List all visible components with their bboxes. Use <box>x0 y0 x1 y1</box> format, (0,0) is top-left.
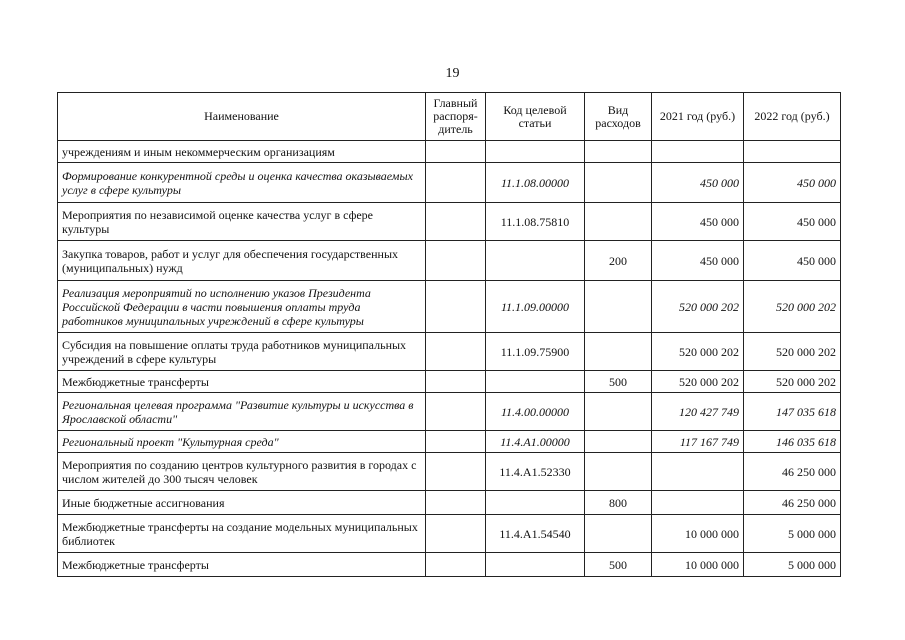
row-2022: 5 000 000 <box>744 553 841 577</box>
row-admin <box>426 141 486 163</box>
row-name: Субсидия на повышение оплаты труда работников муниципальных учреждений в сфере культуры <box>58 333 426 371</box>
row-admin <box>426 453 486 491</box>
row-name: Мероприятия по независимой оценке качества услуг в сфере культуры <box>58 203 426 241</box>
table-row <box>58 281 841 333</box>
table-row <box>58 333 841 371</box>
row-type <box>585 431 652 453</box>
row-name: Мероприятия по созданию центров культурного развития в городах с числом жителей до 300 тысяч человек <box>58 453 426 491</box>
row-code: 11.1.08.75810 <box>486 203 585 241</box>
row-2021: 450 000 <box>652 241 744 281</box>
table-row <box>58 393 841 431</box>
header-2022: 2022 год (руб.) <box>744 93 841 141</box>
row-code <box>486 553 585 577</box>
row-type <box>585 163 652 203</box>
row-admin <box>426 163 486 203</box>
table-row <box>58 241 841 281</box>
row-name: Иные бюджетные ассигнования <box>58 491 426 515</box>
table-row <box>58 371 841 393</box>
row-2021: 120 427 749 <box>652 393 744 431</box>
row-2021: 520 000 202 <box>652 333 744 371</box>
row-admin <box>426 333 486 371</box>
row-2021: 450 000 <box>652 163 744 203</box>
row-2022: 450 000 <box>744 163 841 203</box>
row-2021: 520 000 202 <box>652 371 744 393</box>
header-code: Код целевой статьи <box>486 93 585 141</box>
row-type <box>585 203 652 241</box>
row-admin <box>426 281 486 333</box>
row-code: 11.4.A1.52330 <box>486 453 585 491</box>
table-row <box>58 203 841 241</box>
header-type: Вид расходов <box>585 93 652 141</box>
row-type <box>585 453 652 491</box>
row-code: 11.4.A1.54540 <box>486 515 585 553</box>
row-admin <box>426 203 486 241</box>
table-row <box>58 491 841 515</box>
row-2022: 450 000 <box>744 203 841 241</box>
row-type: 200 <box>585 241 652 281</box>
header-admin: Главный распоря-дитель <box>426 93 486 141</box>
row-type <box>585 141 652 163</box>
table-header-row <box>58 93 841 141</box>
row-code <box>486 371 585 393</box>
row-admin <box>426 515 486 553</box>
row-2022: 520 000 202 <box>744 371 841 393</box>
row-2021 <box>652 141 744 163</box>
row-admin <box>426 553 486 577</box>
row-name: Региональная целевая программа "Развитие культуры и искусства в Ярославской области" <box>58 393 426 431</box>
row-name: учреждениям и иным некоммерческим организациям <box>58 141 426 163</box>
row-code: 11.4.A1.00000 <box>486 431 585 453</box>
row-admin <box>426 371 486 393</box>
row-admin <box>426 393 486 431</box>
row-2021 <box>652 491 744 515</box>
table-row <box>58 553 841 577</box>
row-code: 11.1.08.00000 <box>486 163 585 203</box>
row-2021: 10 000 000 <box>652 553 744 577</box>
row-2021 <box>652 453 744 491</box>
row-2022: 146 035 618 <box>744 431 841 453</box>
row-code <box>486 491 585 515</box>
row-type <box>585 281 652 333</box>
header-2021: 2021 год (руб.) <box>652 93 744 141</box>
header-name: Наименование <box>58 93 426 141</box>
row-type <box>585 333 652 371</box>
row-name: Реализация мероприятий по исполнению указов Президента Российской Федерации в части повышения оплаты труда работников муниципальных учреждений в сфере культуры <box>58 281 426 333</box>
row-2021: 450 000 <box>652 203 744 241</box>
row-code: 11.1.09.00000 <box>486 281 585 333</box>
row-2022: 46 250 000 <box>744 453 841 491</box>
row-2021: 10 000 000 <box>652 515 744 553</box>
row-admin <box>426 241 486 281</box>
row-2022: 450 000 <box>744 241 841 281</box>
table-row <box>58 141 841 163</box>
row-code: 11.4.00.00000 <box>486 393 585 431</box>
row-2022: 520 000 202 <box>744 281 841 333</box>
table-row <box>58 163 841 203</box>
row-admin <box>426 491 486 515</box>
table-row <box>58 453 841 491</box>
row-admin <box>426 431 486 453</box>
row-2022: 147 035 618 <box>744 393 841 431</box>
row-name: Межбюджетные трансферты на создание модельных муниципальных библиотек <box>58 515 426 553</box>
row-code <box>486 241 585 281</box>
budget-table <box>57 92 841 577</box>
page-number: 19 <box>445 66 460 81</box>
row-type: 500 <box>585 371 652 393</box>
row-2022: 5 000 000 <box>744 515 841 553</box>
table-row <box>58 515 841 553</box>
row-name: Формирование конкурентной среды и оценка качества оказываемых услуг в сфере культуры <box>58 163 426 203</box>
table-row <box>58 431 841 453</box>
row-type: 500 <box>585 553 652 577</box>
row-2022 <box>744 141 841 163</box>
row-name: Региональный проект "Культурная среда" <box>58 431 426 453</box>
row-2021: 117 167 749 <box>652 431 744 453</box>
row-2022: 520 000 202 <box>744 333 841 371</box>
row-2022: 46 250 000 <box>744 491 841 515</box>
row-code <box>486 141 585 163</box>
row-type <box>585 515 652 553</box>
row-name: Межбюджетные трансферты <box>58 371 426 393</box>
row-type: 800 <box>585 491 652 515</box>
row-name: Закупка товаров, работ и услуг для обеспечения государственных (муниципальных) нужд <box>58 241 426 281</box>
row-code: 11.1.09.75900 <box>486 333 585 371</box>
row-type <box>585 393 652 431</box>
row-name: Межбюджетные трансферты <box>58 553 426 577</box>
row-2021: 520 000 202 <box>652 281 744 333</box>
